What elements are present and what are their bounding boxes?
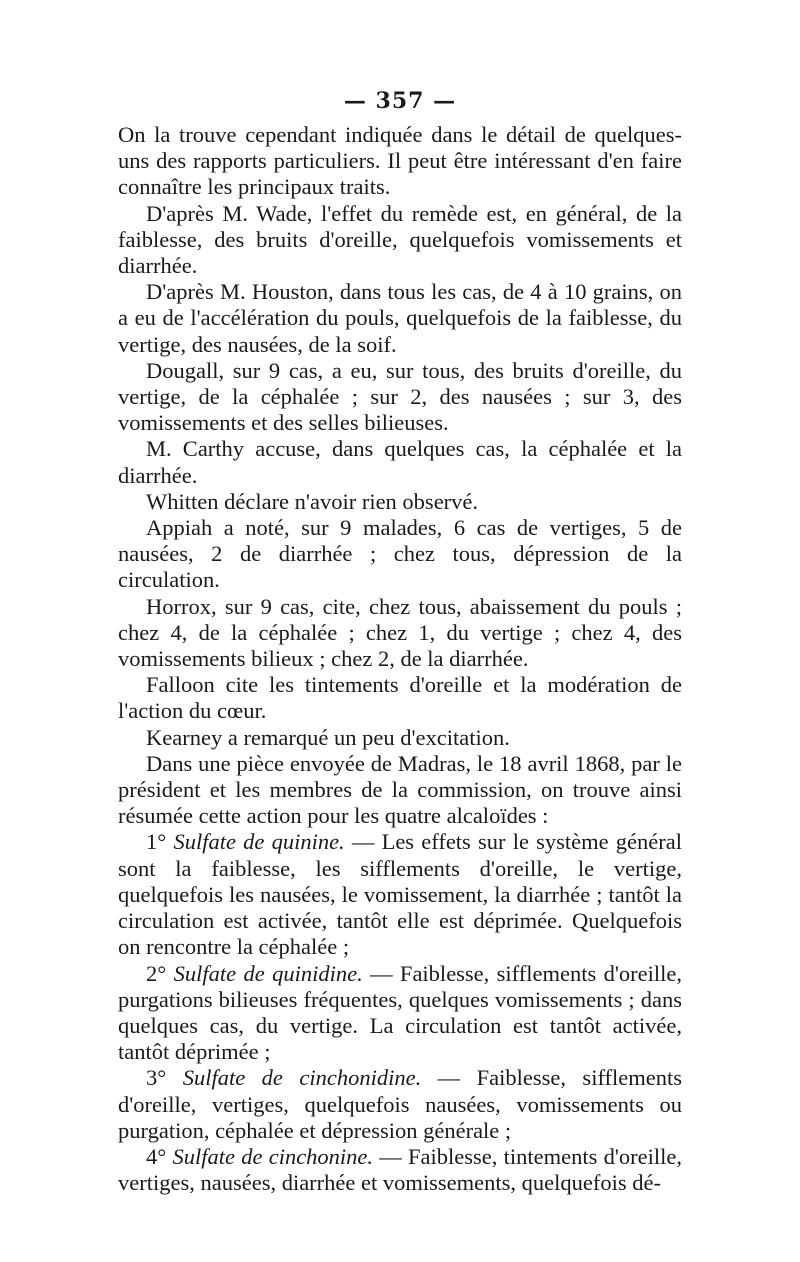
paragraph: Dans une pièce envoyée de Madras, le 18 avril 1868, par le président et les membres de la commission, on trouve ainsi résumée cette action pour les quatre alcaloïdes : xyxy=(118,750,682,829)
list-item xyxy=(118,829,682,960)
paragraph: Appiah a noté, sur 9 malades, 6 cas de vertiges, 5 de nausées, 2 de diarrhée ; chez tous, dépression de la circulation. xyxy=(118,515,682,593)
paragraph: Whitten déclare n'avoir rien observé. xyxy=(146,488,479,514)
item-number: 1° xyxy=(146,829,167,855)
item-number: 3° xyxy=(146,1065,167,1091)
paragraph: D'après M. Houston, dans tous les cas, de 4 à 10 grains, on a eu de l'accélération du pouls, quelquefois de la faiblesse, du vertige, des nausées, de la soif. xyxy=(118,279,682,357)
item-text: — Les effets sur le système général sont la faiblesse, les sifflements d'oreille, le vertige, quelquefois les nausées, le vomissement, la diarrhée ; tantôt la circulation est activée, tantôt elle est déprimée. Quelquefois on rencontre la céphalée ; xyxy=(118,829,683,960)
paragraph: M. Carthy accuse, dans quelques cas, la céphalée et la diarrhée. xyxy=(118,436,682,488)
item-number: 4° xyxy=(146,1143,167,1169)
item-text: — Faiblesse, sifflements d'oreille, purgations bilieuses fréquentes, quelques vomissements ; dans quelques cas, du vertige. La circulation est tantôt activée, tantôt déprimée ; xyxy=(118,960,682,1065)
list-item xyxy=(118,1144,682,1196)
item-title: Sulfate de cinchonine. xyxy=(172,1143,374,1169)
item-title: Sulfate de cinchonidine. xyxy=(182,1065,422,1091)
item-text: — Faiblesse, tintements d'oreille, vertiges, nausées, diarrhée et vomissements, quelquefois dé- xyxy=(118,1143,682,1196)
list-item xyxy=(118,961,682,1066)
paragraph: Dougall, sur 9 cas, a eu, sur tous, des bruits d'oreille, du vertige, de la céphalée ; sur 2, des nausées ; sur 3, des vomissements et des selles bilieuses. xyxy=(118,357,682,436)
paragraph: Falloon cite les tintements d'oreille et la modération de l'action du cœur. xyxy=(118,672,682,724)
list-item xyxy=(118,1065,682,1144)
item-text: — Faiblesse, sifflements d'oreille, vertiges, quelquefois nausées, vomissements ou purgation, céphalée et dépression générale ; xyxy=(118,1065,683,1143)
paragraph: On la trouve cependant indiquée dans le détail de quelques-uns des rapports particuliers. Il peut être intéressant d'en faire connaître les principaux traits. xyxy=(118,122,682,200)
paragraph: Kearney a remarqué un peu d'excitation. xyxy=(146,724,510,750)
page-body xyxy=(118,122,682,1196)
item-number: 2° xyxy=(146,960,167,986)
page-number: — 357 — xyxy=(343,88,457,114)
paragraph: Horrox, sur 9 cas, cite, chez tous, abaissement du pouls ; chez 4, de la céphalée ; chez 1, du vertige ; chez 4, des vomissements bilieux ; chez 2, de la diarrhée. xyxy=(118,593,682,672)
paragraph: D'après M. Wade, l'effet du remède est, en général, de la faiblesse, des bruits d'oreille, quelquefois vomissements et diarrhée. xyxy=(118,200,682,279)
item-title: Sulfate de quinine. xyxy=(173,829,345,855)
item-title: Sulfate de quinidine. xyxy=(173,960,363,986)
